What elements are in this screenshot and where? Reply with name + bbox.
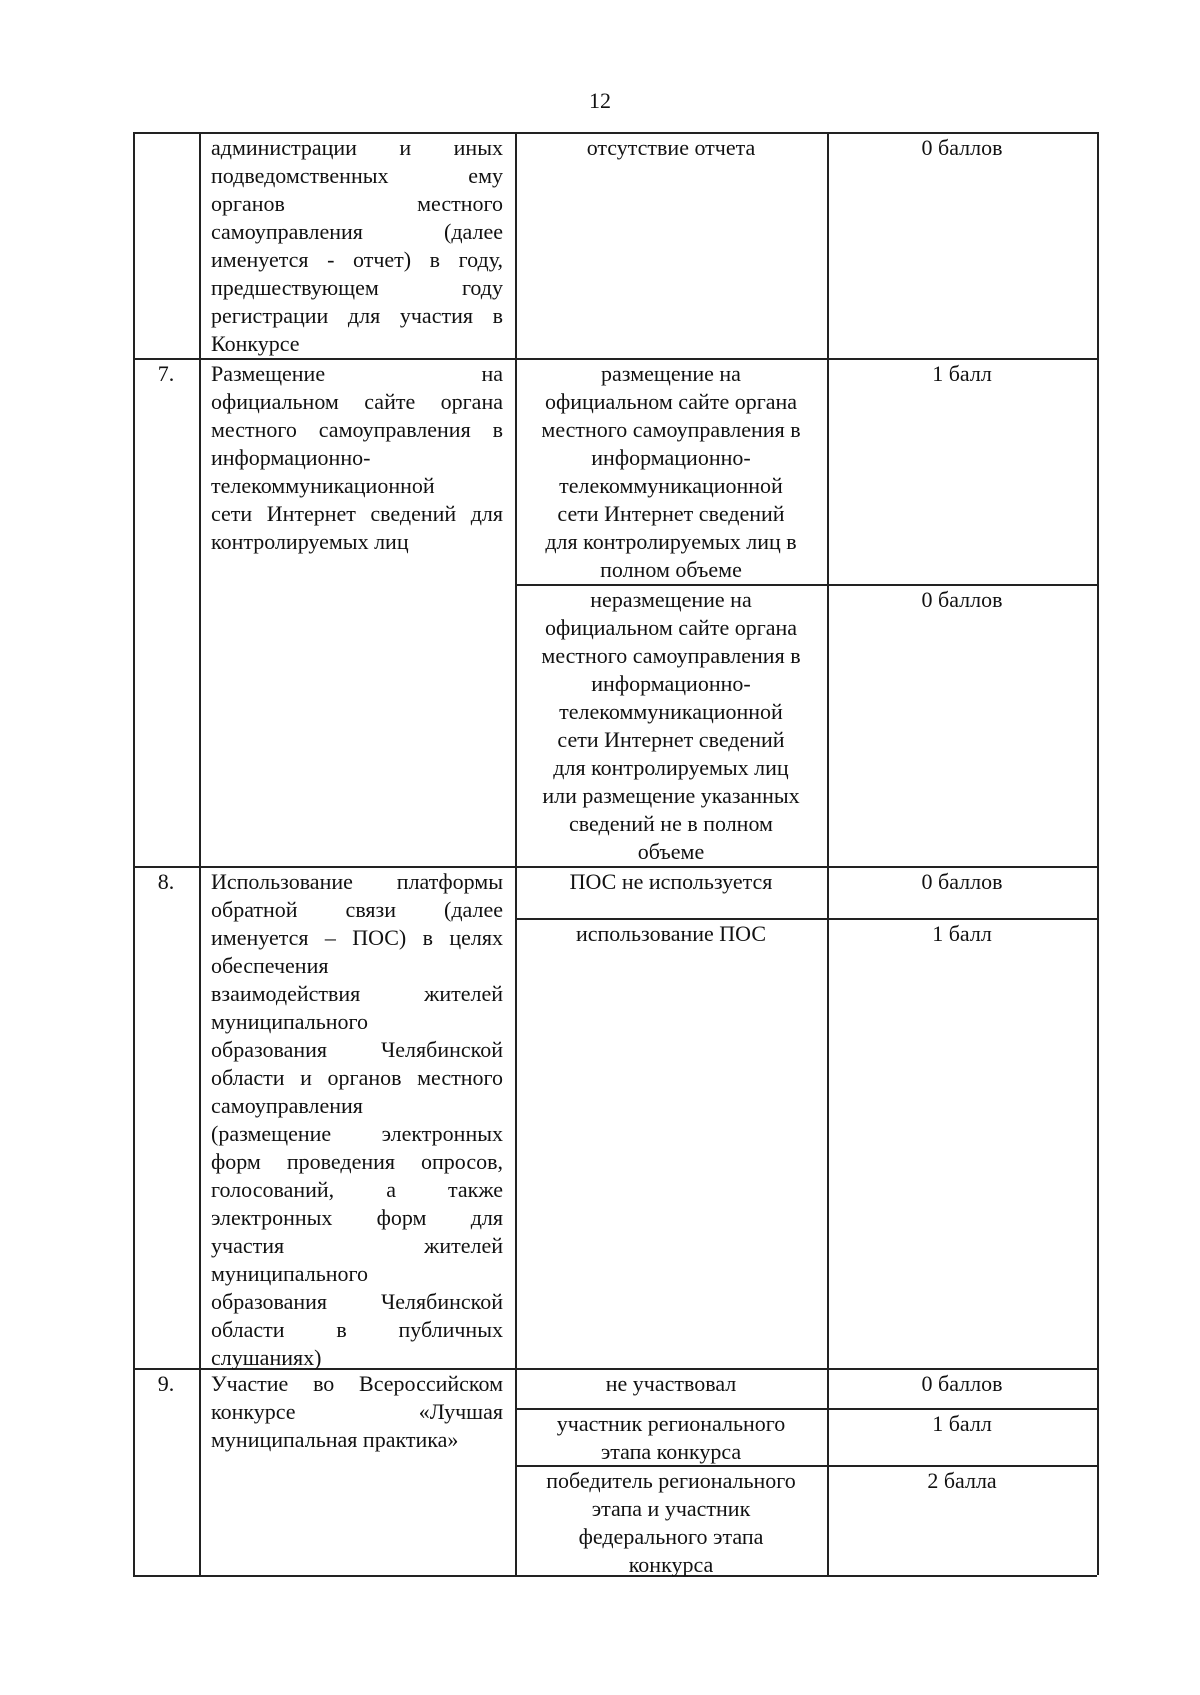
criterion-line: обратной связи (далее [211,897,503,922]
criterion-line: муниципального [211,1009,369,1034]
criterion-line: форм проведения опросов, [211,1149,503,1174]
score-value: 1 балл [932,1411,992,1436]
criterion-line: области в публичных [211,1317,503,1342]
option-line: неразмещение на [590,587,752,612]
table-column-border [199,132,201,1575]
option-line: участник регионального [556,1411,786,1436]
table-column-border [1097,132,1099,1575]
option-line: местного самоуправления в [541,643,801,668]
criterion-line: сети Интернет сведений для [211,501,503,526]
criterion-line: официальном сайте органа [211,389,503,414]
option-line: победитель регионального [546,1468,796,1493]
page-number: 12 [589,88,611,113]
option-line: полном объеме [600,557,742,582]
option-line: отсутствие отчета [586,135,756,160]
criterion-line: муниципальная практика» [211,1427,459,1452]
option-text [515,868,827,896]
criteria-table [133,132,1097,1575]
criterion-line: слушаниях) [211,1345,322,1370]
option-line: объеме [637,839,705,864]
criterion-line: предшествующем году [211,275,503,300]
option-line: официальном сайте органа [544,389,798,414]
option-line: телекоммуникационной [559,473,783,498]
option-line: для контролируемых лиц [553,755,789,780]
criterion-line: телекоммуникационной [211,473,435,498]
criterion-line: муниципального [211,1261,369,1286]
criterion-line: Конкурсе [211,331,300,356]
option-line: размещение на [601,361,741,386]
criterion-line: электронных форм для [211,1205,503,1230]
score-value: 1 балл [932,361,992,386]
criterion-line: области и органов местного [211,1065,503,1090]
criterion-line: образования Челябинской [211,1289,503,1314]
criterion-line: Размещение на [211,361,503,386]
criterion-line: органов местного [211,191,503,216]
option-line: этапа и участник [591,1496,751,1521]
option-text [515,134,827,162]
criterion-line: подведомственных ему [211,163,503,188]
criterion-text [211,134,503,358]
option-text [515,1370,827,1398]
criterion-line: обеспечения [211,953,329,978]
option-line: местного самоуправления в [541,417,801,442]
criterion-line: конкурсе «Лучшая [211,1399,503,1424]
table-column-border [827,132,829,1575]
criterion-text [211,360,503,556]
criterion-line: образования Челябинской [211,1037,503,1062]
criterion-line: самоуправления [211,1093,363,1118]
criterion-line: администрации и иных [211,135,503,160]
criterion-line: контролируемых лиц [211,529,409,554]
row-number: 8. [157,869,175,894]
score-value: 0 баллов [921,587,1003,612]
option-line: использование ПОС [576,921,766,946]
option-text [515,1410,827,1466]
option-line: информационно- [591,671,751,696]
score-value: 2 балла [927,1468,997,1493]
option-line: не участвовал [605,1371,737,1396]
score-value: 0 баллов [921,869,1003,894]
option-text [515,360,827,584]
criterion-line: именуется - отчет) в году, [211,247,503,272]
criterion-line: Участие во Всероссийском [211,1371,503,1396]
criterion-line: информационно- [211,445,371,470]
option-line: конкурса [628,1552,714,1577]
criterion-line: (размещение электронных [211,1121,503,1146]
criterion-line: регистрации для участия в [211,303,503,328]
option-line: или размещение указанных [542,783,800,808]
row-number: 7. [157,361,175,386]
criterion-line: местного самоуправления в [211,417,503,442]
criterion-line: участия жителей [211,1233,503,1258]
option-line: официальном сайте органа [544,615,798,640]
score-value: 0 баллов [921,1371,1003,1396]
option-line: этапа конкурса [600,1439,742,1464]
option-line: телекоммуникационной [559,699,783,724]
score-value: 0 баллов [921,135,1003,160]
option-text [515,1467,827,1579]
option-line: сети Интернет сведений [557,501,785,526]
criterion-line: голосований, а также [211,1177,503,1202]
criterion-line: именуется – ПОС) в целях [211,925,503,950]
criterion-line: Использование платформы [211,869,503,894]
option-line: информационно- [591,445,751,470]
table-column-border [133,132,135,1575]
option-text [515,586,827,866]
option-line: для контролируемых лиц в [545,529,797,554]
criterion-line: самоуправления (далее [211,219,503,244]
criterion-text [211,1370,503,1454]
option-line: ПОС не используется [569,869,773,894]
option-line: сведений не в полном [569,811,773,836]
option-text [515,920,827,948]
option-line: федерального этапа [578,1524,764,1549]
criterion-text [211,868,503,1372]
option-line: сети Интернет сведений [557,727,785,752]
score-value: 1 балл [932,921,992,946]
criterion-line: взаимодействия жителей [211,981,503,1006]
row-number: 9. [157,1371,175,1396]
